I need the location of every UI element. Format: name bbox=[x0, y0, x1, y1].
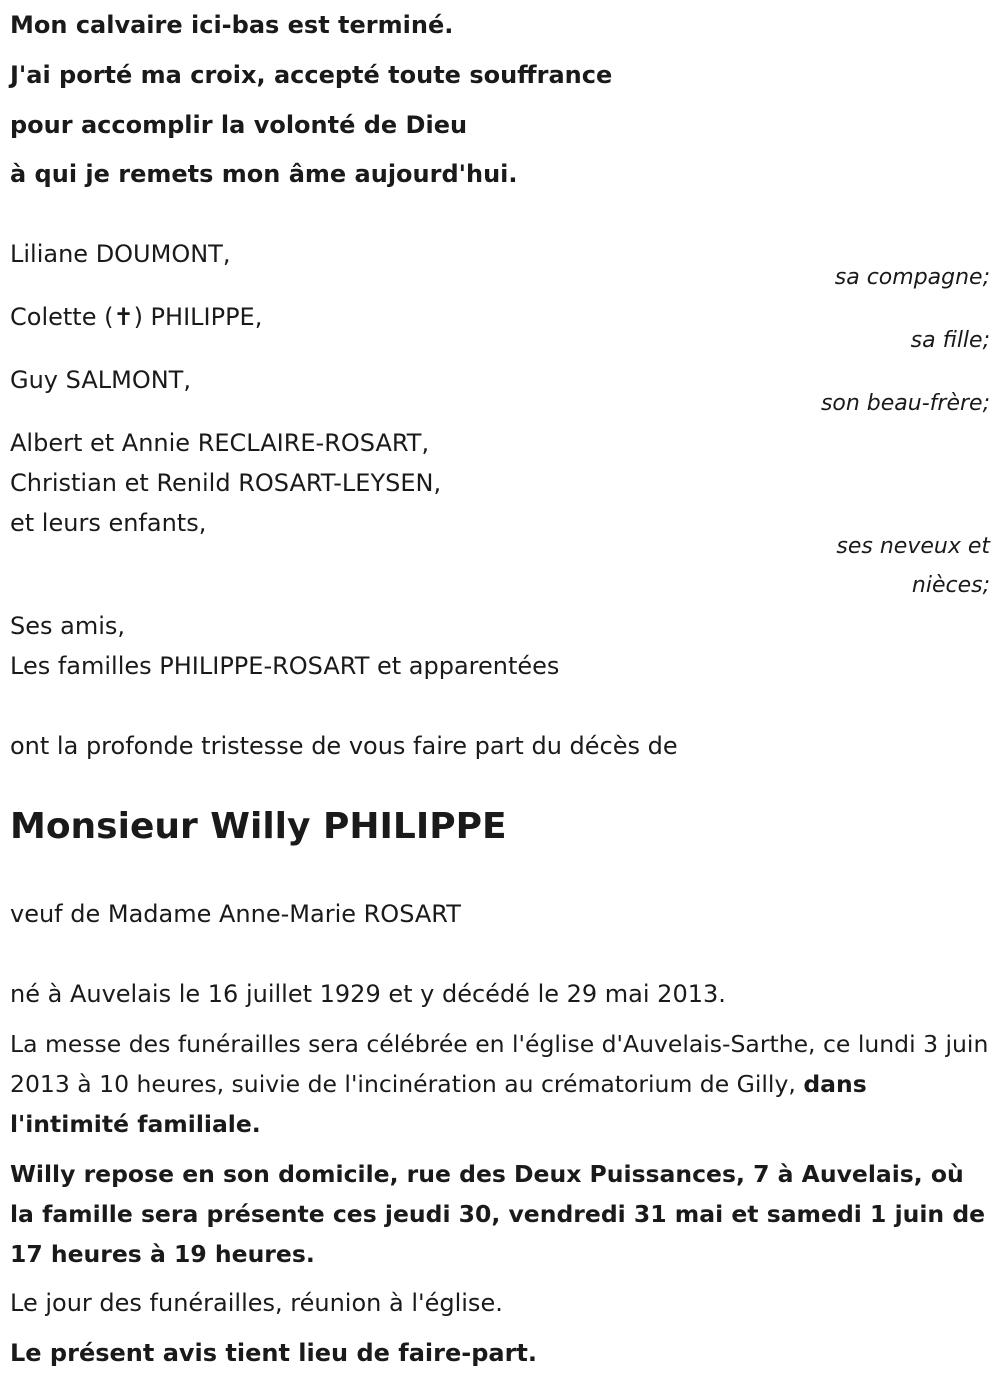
family-name-daughter: Colette (✝) PHILIPPE, bbox=[10, 303, 263, 331]
meeting-line: Le jour des funérailles, réunion à l'église. bbox=[10, 1289, 503, 1317]
funeral-emphasis: dans l'intimité familiale. bbox=[10, 1070, 867, 1138]
widower-line: veuf de Madame Anne-Marie ROSART bbox=[10, 900, 461, 928]
family-relation-nephews-1: ses neveux et bbox=[836, 534, 990, 559]
family-name-brother-in-law: Guy SALMONT, bbox=[10, 366, 191, 394]
family-relation-nephews-2: nièces; bbox=[911, 573, 990, 598]
funeral-text: La messe des funérailles sera célébrée en l'église d'Auvelais-Sarthe, ce lundi 3 juin 2013 à 10 heures, suivie de l'incinération au crématorium de Gilly, bbox=[10, 1030, 989, 1098]
poem-line-3: pour accomplir la volonté de Dieu bbox=[10, 111, 468, 139]
family-name-nephews-1: Albert et Annie RECLAIRE-ROSART, bbox=[10, 429, 430, 457]
poem-line-1: Mon calvaire ici-bas est terminé. bbox=[10, 11, 454, 39]
family-name-companion: Liliane DOUMONT, bbox=[10, 240, 231, 268]
family-name-nephews-3: et leurs enfants, bbox=[10, 509, 207, 537]
poem-line-4: à qui je remets mon âme aujourd'hui. bbox=[10, 160, 518, 188]
visitation-paragraph: Willy repose en son domicile, rue des Deux Puissances, 7 à Auvelais, où la famille sera présente ces jeudi 30, vendredi 31 mai et samedi 1 juin de 17 heures à 19 heures. bbox=[10, 1160, 986, 1268]
family-name-nephews-2: Christian et Renild ROSART-LEYSEN, bbox=[10, 469, 442, 497]
family-relation-companion: sa compagne; bbox=[834, 265, 990, 290]
funeral-paragraph bbox=[10, 1024, 992, 1144]
family-relation-daughter: sa fille; bbox=[910, 328, 990, 353]
deceased-name: Monsieur Willy PHILIPPE bbox=[10, 806, 507, 847]
family-relation-brother-in-law: son beau-frère; bbox=[820, 391, 990, 416]
closing-line: Le présent avis tient lieu de faire-part. bbox=[10, 1339, 538, 1367]
birth-death-line: né à Auvelais le 16 juillet 1929 et y décédé le 29 mai 2013. bbox=[10, 980, 726, 1008]
announcement: ont la profonde tristesse de vous faire part du décès de bbox=[10, 732, 678, 760]
poem-line-2: J'ai porté ma croix, accepté toute souffrance bbox=[10, 61, 613, 89]
others-families: Les familles PHILIPPE-ROSART et apparentées bbox=[10, 652, 560, 680]
others-friends: Ses amis, bbox=[10, 612, 126, 640]
